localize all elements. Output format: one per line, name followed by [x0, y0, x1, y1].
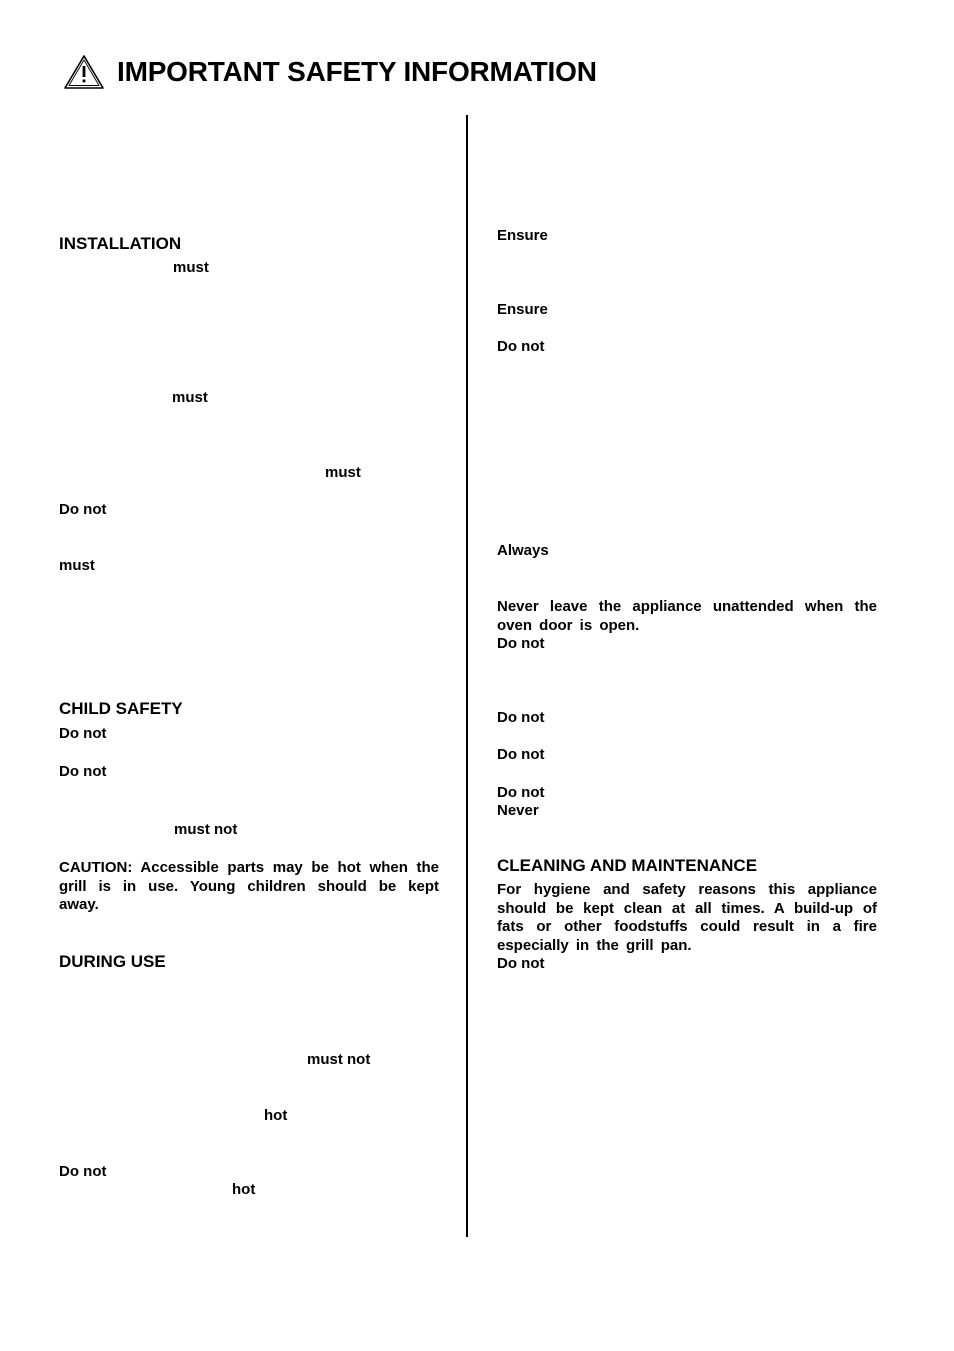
section-heading-cleaning: CLEANING AND MAINTENANCE [497, 856, 758, 875]
during-use-keyword-4: hot [232, 1181, 256, 1198]
during-use-keyword-3: Do not [59, 1163, 107, 1180]
child-safety-keyword-2: Do not [59, 763, 107, 780]
during-use-keyword-2: hot [264, 1107, 288, 1124]
section-heading-child-safety: CHILD SAFETY [59, 699, 183, 718]
right-keyword-ensure-1: Ensure [497, 227, 548, 244]
right-keyword-do-not-1: Do not [497, 338, 545, 355]
installation-keyword-4: Do not [59, 501, 107, 518]
right-keyword-never: Never [497, 802, 539, 819]
section-heading-installation: INSTALLATION [59, 234, 182, 253]
installation-keyword-3: must [325, 464, 361, 481]
right-keyword-always: Always [497, 542, 549, 559]
installation-keyword-5: must [59, 557, 95, 574]
installation-keyword-2: must [172, 389, 208, 406]
column-divider [466, 115, 468, 1237]
right-keyword-do-not-4: Do not [497, 746, 545, 763]
child-safety-keyword-3: must not [174, 821, 238, 838]
cleaning-paragraph: For hygiene and safety reasons this appliance should be kept clean at all times. A build-up of fats or other foodstuffs could result in a fire especially in the grill pan. [497, 881, 877, 955]
right-keyword-do-not-3: Do not [497, 709, 545, 726]
cleaning-keyword-do-not: Do not [497, 955, 545, 972]
right-keyword-do-not-5: Do not [497, 784, 545, 801]
right-keyword-ensure-2: Ensure [497, 301, 548, 318]
installation-keyword-1: must [173, 259, 209, 276]
during-use-keyword-1: must not [307, 1051, 371, 1068]
section-heading-during-use: DURING USE [59, 952, 166, 971]
caution-paragraph: CAUTION: Accessible parts may be hot when the grill is in use. Young children should be kept away. [59, 859, 439, 914]
right-keyword-do-not-2: Do not [497, 635, 545, 652]
page-title: IMPORTANT SAFETY INFORMATION [117, 56, 597, 87]
warning-triangle-icon [63, 54, 105, 90]
child-safety-keyword-1: Do not [59, 725, 107, 742]
never-leave-paragraph: Never leave the appliance unattended when the oven door is open. [497, 598, 877, 634]
